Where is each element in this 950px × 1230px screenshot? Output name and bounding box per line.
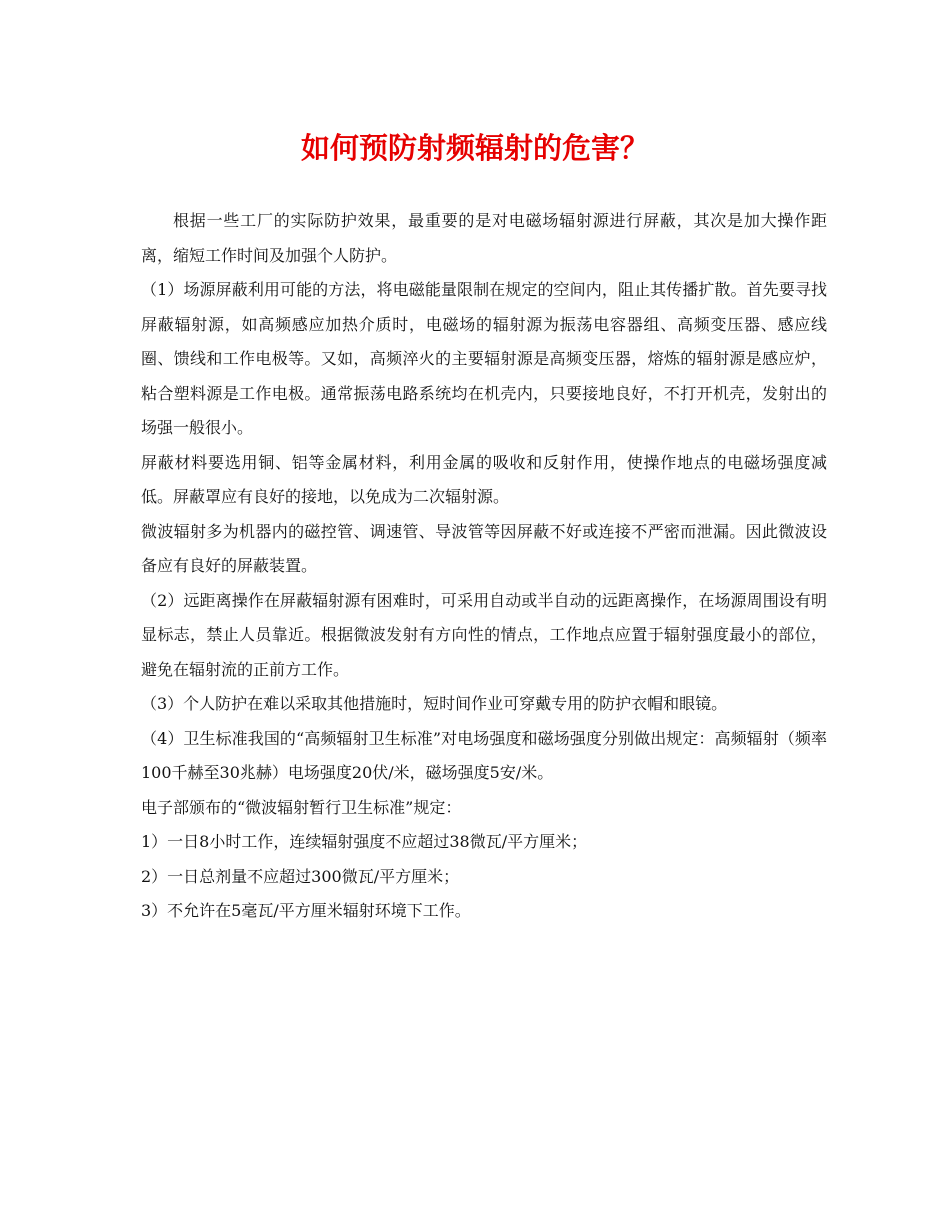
list-item-rule-2: 2）一日总剂量不应超过300微瓦/平方厘米； <box>141 866 460 886</box>
paragraph-remote-operation: （2）远距离操作在屏蔽辐射源有困难时，可采用自动或半自动的远距离操作，在场源周围设有明显标志，禁止人员靠近。根据微波发射有方向性的情点，工作地点应置于辐射强度最小的部位，避免在辐射流的正前方工作。 <box>141 590 827 679</box>
paragraph-hygiene-standard: （4）卫生标准我国的“高频辐射卫生标准”对电场强度和磁场强度分别做出规定：高频辐射（频率100千赫至30兆赫）电场强度20伏/米，磁场强度5安/米。 <box>141 728 827 782</box>
paragraph-field-source-shielding: （1）场源屏蔽利用可能的方法，将电磁能量限制在规定的空间内，阻止其传播扩散。首先要寻找屏蔽辐射源，如高频感应加热介质时，电磁场的辐射源为振荡电容器组、高频变压器、感应线圈、馈线和工作电极等。又如，高频淬火的主要辐射源是高频变压器，熔炼的辐射源是感应炉，粘合塑料源是工作电极。通常振荡电路系统均在机壳内，只要接地良好，不打开机壳，发射出的场强一般很小。 <box>141 280 827 437</box>
document-title: 如何预防射频辐射的危害？ <box>300 131 649 165</box>
list-item-rule-3: 3）不允许在5毫瓦/平方厘米辐射环境下工作。 <box>141 901 471 920</box>
document-body <box>141 204 827 929</box>
list-item-rule-1: 1）一日8小时工作，连续辐射强度不应超过38微瓦/平方厘米； <box>141 832 588 851</box>
paragraph-intro: 根据一些工厂的实际防护效果，最重要的是对电磁场辐射源进行屏蔽，其次是加大操作距离，缩短工作时间及加强个人防护。 <box>141 211 827 265</box>
paragraph-microwave-standard: 电子部颁布的“微波辐射暂行卫生标准”规定： <box>141 797 462 817</box>
paragraph-personal-protection: （3）个人防护在难以采取其他措施时，短时间作业可穿戴专用的防护衣帽和眼镜。 <box>141 694 728 713</box>
paragraph-microwave-leakage: 微波辐射多为机器内的磁控管、调速管、导波管等因屏蔽不好或连接不严密而泄漏。因此微波设备应有良好的屏蔽装置。 <box>141 521 827 575</box>
paragraph-shielding-materials: 屏蔽材料要选用铜、铝等金属材料，利用金属的吸收和反射作用，使操作地点的电磁场强度减低。屏蔽罩应有良好的接地，以免成为二次辐射源。 <box>141 452 827 506</box>
